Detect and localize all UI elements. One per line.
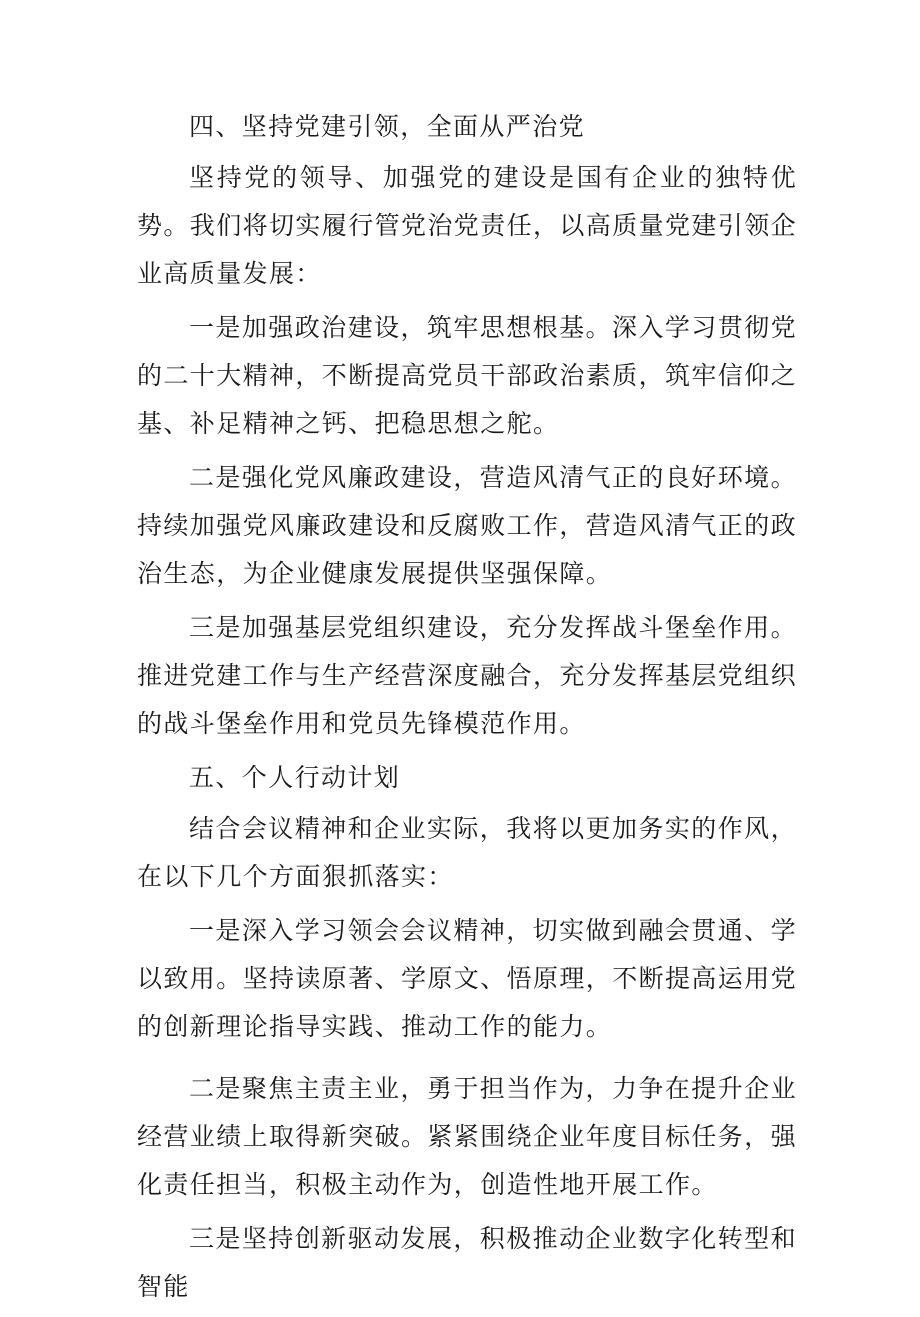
document-page	[137, 103, 797, 1317]
paragraph-study-spirit: 一是深入学习领会会议精神，切实做到融会贯通、学以致用。坚持读原著、学原文、悟原理，不断提高运用党的创新理论指导实践、推动工作的能力。	[137, 916, 798, 1041]
paragraph-party-leadership: 坚持党的领导、加强党的建设是国有企业的独特优势。我们将切实履行管党治党责任，以高质量党建引领企业高质量发展：	[137, 163, 798, 288]
paragraph-integrity-building: 二是强化党风廉政建设，营造风清气正的良好环境。持续加强党风廉政建设和反腐败工作，营造风清气正的政治生态，为企业健康发展提供坚强保障。	[137, 463, 798, 588]
section-heading-party-building: 四、坚持党建引领，全面从严治党	[189, 112, 586, 141]
paragraph-grassroots-organization: 三是加强基层党组织建设，充分发挥战斗堡垒作用。推进党建工作与生产经营深度融合，充分发挥基层党组织的战斗堡垒作用和党员先锋模范作用。	[137, 613, 798, 738]
section-heading-action-plan: 五、个人行动计划	[189, 763, 401, 792]
paragraph-innovation: 三是坚持创新驱动发展，积极推动企业数字化转型和智能	[137, 1224, 797, 1301]
paragraph-main-business: 二是聚焦主责主业，勇于担当作为，力争在提升企业经营业绩上取得新突破。紧紧围绕企业年度目标任务，强化责任担当，积极主动作为，创造性地开展工作。	[137, 1074, 798, 1199]
paragraph-action-intro: 结合会议精神和企业实际，我将以更加务实的作风，在以下几个方面狠抓落实：	[137, 814, 797, 891]
paragraph-political-building: 一是加强政治建设，筑牢思想根基。深入学习贯彻党的二十大精神，不断提高党员干部政治素质，筑牢信仰之基、补足精神之钙、把稳思想之舵。	[137, 313, 798, 438]
